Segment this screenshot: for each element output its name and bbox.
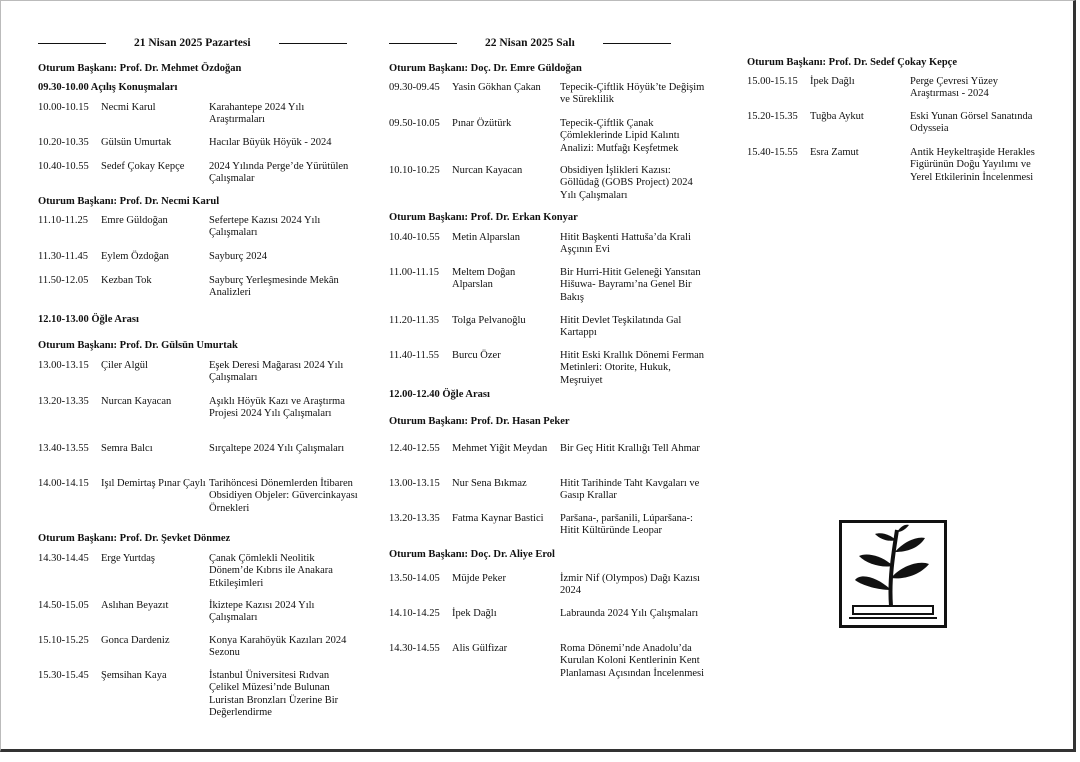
talk-time: 14.00-14.15 <box>38 478 89 489</box>
talk-speaker: Mehmet Yiğit Meydan <box>452 443 548 454</box>
session-heading: 09.30-10.00 Açılış Konuşmaları <box>38 82 178 93</box>
talk-speaker: Alis Gülfizar <box>452 643 508 654</box>
session-heading: Oturum Başkanı: Prof. Dr. Erkan Konyar <box>389 212 578 223</box>
talk-speaker: Necmi Karul <box>101 102 156 113</box>
talk-time: 15.40-15.55 <box>747 147 798 158</box>
talk-title: Sefertepe Kazısı 2024 Yılı Çalışmaları <box>209 215 321 239</box>
talk-title: Konya Karahöyük Kazıları 2024 Sezonu <box>209 635 347 659</box>
talk-title: Eski Yunan Görsel Sanatında Odysseia <box>910 111 1033 135</box>
session-heading: Oturum Başkanı: Prof. Dr. Hasan Peker <box>389 416 570 427</box>
day2-header <box>389 37 671 49</box>
talk-time: 14.10-14.25 <box>389 608 440 619</box>
talk-title: Hacılar Büyük Höyük - 2024 <box>209 137 332 148</box>
talk-speaker: Semra Balcı <box>101 443 153 454</box>
talk-time: 11.00-11.15 <box>389 267 439 278</box>
talk-speaker: İpek Dağlı <box>452 608 497 619</box>
talk-time: 13.00-13.15 <box>38 360 89 371</box>
talk-title: Aşıklı Höyük Kazı ve Araştırma Projesi 2024 Yılı Çalışmaları <box>209 396 345 420</box>
talk-time: 13.20-13.35 <box>38 396 89 407</box>
talk-title: Antik Heykeltraşide Herakles Figürünün Doğu Yayılımı ve Yerel Etkilerinin İncelenmesi <box>910 147 1035 183</box>
talk-time: 10.40-10.55 <box>389 232 440 243</box>
day1-date: 21 Nisan 2025 Pazartesi <box>134 37 251 49</box>
talk-time: 11.40-11.55 <box>389 350 439 361</box>
talk-speaker: Gonca Dardeniz <box>101 635 170 646</box>
talk-title: Hitit Devlet Teşkilatında Gal Kartappı <box>560 315 682 339</box>
talk-time: 13.00-13.15 <box>389 478 440 489</box>
talk-time: 13.20-13.35 <box>389 513 440 524</box>
talk-speaker: Eylem Özdoğan <box>101 251 169 262</box>
session-heading: Oturum Başkanı: Doç. Dr. Aliye Erol <box>389 549 555 560</box>
talk-speaker: Erge Yurtdaş <box>101 553 155 564</box>
talk-speaker: Müjde Peker <box>452 573 506 584</box>
talk-time: 14.50-15.05 <box>38 600 89 611</box>
talk-speaker: Pınar Özütürk <box>452 118 512 129</box>
talk-title: Bir Geç Hitit Krallığı Tell Ahmar <box>560 443 700 454</box>
talk-speaker: Emre Güldoğan <box>101 215 168 226</box>
session-heading: Oturum Başkanı: Prof. Dr. Mehmet Özdoğan <box>38 63 242 74</box>
talk-title: Bir Hurri-Hitit Geleneği Yansıtan Hišuwa- Bayramı’na Genel Bir Bakış <box>560 267 701 303</box>
talk-time: 15.10-15.25 <box>38 635 89 646</box>
talk-time: 10.00-10.15 <box>38 102 89 113</box>
talk-title: Hitit Tarihinde Taht Kavgaları ve Gasıp Krallar <box>560 478 700 502</box>
header-rule-right <box>603 43 671 44</box>
talk-title: 2024 Yılında Perge’de Yürütülen Çalışmalar <box>209 161 349 185</box>
talk-time: 12.40-12.55 <box>389 443 440 454</box>
talk-time: 11.50-12.05 <box>38 275 89 286</box>
talk-title: Sırçaltepe 2024 Yılı Çalışmaları <box>209 443 345 454</box>
session-heading: Oturum Başkanı: Prof. Dr. Gülsün Umurtak <box>38 340 238 351</box>
talk-time: 13.50-14.05 <box>389 573 440 584</box>
session-heading: 12.00-12.40 Öğle Arası <box>389 389 490 400</box>
talk-time: 10.40-10.55 <box>38 161 89 172</box>
talk-time: 10.10-10.25 <box>389 165 440 176</box>
talk-time: 11.30-11.45 <box>38 251 88 262</box>
session-heading: Oturum Başkanı: Prof. Dr. Şevket Dönmez <box>38 533 231 544</box>
session-heading: Oturum Başkanı: Doç. Dr. Emre Güldoğan <box>389 63 582 74</box>
talk-title: Çanak Çömlekli Neolitik Dönem’de Kıbrıs ile Anakara Etkileşimleri <box>209 553 333 589</box>
talk-title: Eşek Deresi Mağarası 2024 Yılı Çalışmaları <box>209 360 344 384</box>
session-heading: Oturum Başkanı: Prof. Dr. Sedef Çokay Kepçe <box>747 57 957 68</box>
talk-time: 09.30-09.45 <box>389 82 440 93</box>
talk-speaker: Meltem Doğan Alparslan <box>452 267 516 291</box>
talk-speaker: Yasin Gökhan Çakan <box>452 82 541 93</box>
talk-speaker: Burcu Özer <box>452 350 501 361</box>
session-heading: Oturum Başkanı: Prof. Dr. Necmi Karul <box>38 196 220 207</box>
talk-time: 11.10-11.25 <box>38 215 88 226</box>
talk-time: 14.30-14.55 <box>389 643 440 654</box>
talk-time: 13.40-13.55 <box>38 443 89 454</box>
talk-time: 11.20-11.35 <box>389 315 439 326</box>
talk-title: Paršana-, paršanili, Lúparšana-: Hitit Kültüründe Leopar <box>560 513 693 537</box>
talk-title: İzmir Nif (Olympos) Dağı Kazısı 2024 <box>560 573 700 597</box>
talk-speaker: Nurcan Kayacan <box>452 165 523 176</box>
talk-time: 15.20-15.35 <box>747 111 798 122</box>
talk-title: Tepecik-Çiftlik Höyük’te Değişim ve Süreklilik <box>560 82 705 106</box>
day2-date: 22 Nisan 2025 Salı <box>485 37 575 49</box>
talk-speaker: Esra Zamut <box>810 147 859 158</box>
talk-speaker: Işıl Demirtaş Pınar Çaylı <box>101 478 206 489</box>
talk-title: Labraunda 2024 Yılı Çalışmaları <box>560 608 699 619</box>
talk-speaker: Şemsihan Kaya <box>101 670 167 681</box>
talk-speaker: Gülsün Umurtak <box>101 137 172 148</box>
talk-speaker: Nurcan Kayacan <box>101 396 172 407</box>
talk-title: İkiztepe Kazısı 2024 Yılı Çalışmaları <box>209 600 315 624</box>
talk-speaker: Sedef Çokay Kepçe <box>101 161 185 172</box>
talk-title: Obsidiyen İşlikleri Kazısı: Göllüdağ (GOBS Project) 2024 Yılı Çalışmaları <box>560 165 693 201</box>
talk-time: 10.20-10.35 <box>38 137 89 148</box>
talk-speaker: Tolga Pelvanoğlu <box>452 315 526 326</box>
talk-speaker: Çiler Algül <box>101 360 148 371</box>
talk-title: Roma Dönemi’nde Anadolu’da Kurulan Koloni Kentlerinin Kent Planlaması Açısından İncelenmesi <box>560 643 705 679</box>
session-heading: 12.10-13.00 Öğle Arası <box>38 314 139 325</box>
talk-speaker: Nur Sena Bıkmaz <box>452 478 527 489</box>
talk-speaker: Fatma Kaynar Bastici <box>452 513 544 524</box>
talk-title: Sayburç 2024 <box>209 251 268 262</box>
talk-time: 15.00-15.15 <box>747 76 798 87</box>
talk-time: 14.30-14.45 <box>38 553 89 564</box>
talk-title: İstanbul Üniversitesi Rıdvan Çelikel Müzesi’nde Bulunan Luristan Bronzları Üzerine Bir Değerlendirme <box>209 670 339 718</box>
talk-time: 09.50-10.05 <box>389 118 440 129</box>
talk-title: Hitit Başkenti Hattuša’da Krali Aşçının Evi <box>560 232 691 256</box>
header-rule-left <box>389 43 457 44</box>
talk-speaker: Metin Alparslan <box>452 232 520 243</box>
talk-title: Tarihöncesi Dönemlerden İtibaren Obsidiyen Objeler: Güvercinkayası Örnekleri <box>209 478 358 514</box>
day1-header <box>38 37 347 49</box>
header-rule-right <box>279 43 347 44</box>
talk-title: Karahantepe 2024 Yılı Araştırmaları <box>209 102 305 126</box>
talk-speaker: Kezban Tok <box>101 275 152 286</box>
header-rule-left <box>38 43 106 44</box>
plant-logo-icon <box>839 520 947 628</box>
talk-time: 15.30-15.45 <box>38 670 89 681</box>
talk-title: Perge Çevresi Yüzey Araştırması - 2024 <box>910 76 999 100</box>
talk-title: Tepecik-Çiftlik Çanak Çömleklerinde Lipid Kalıntı Analizi: Mutfağı Keşfetmek <box>560 118 680 154</box>
talk-speaker: İpek Dağlı <box>810 76 855 87</box>
talk-title: Sayburç Yerleşmesinde Mekân Analizleri <box>209 275 339 299</box>
talk-speaker: Aslıhan Beyazıt <box>101 600 169 611</box>
talk-speaker: Tuğba Aykut <box>810 111 864 122</box>
talk-title: Hitit Eski Krallık Dönemi Ferman Metinleri: Otorite, Hukuk, Meşruiyet <box>560 350 705 386</box>
